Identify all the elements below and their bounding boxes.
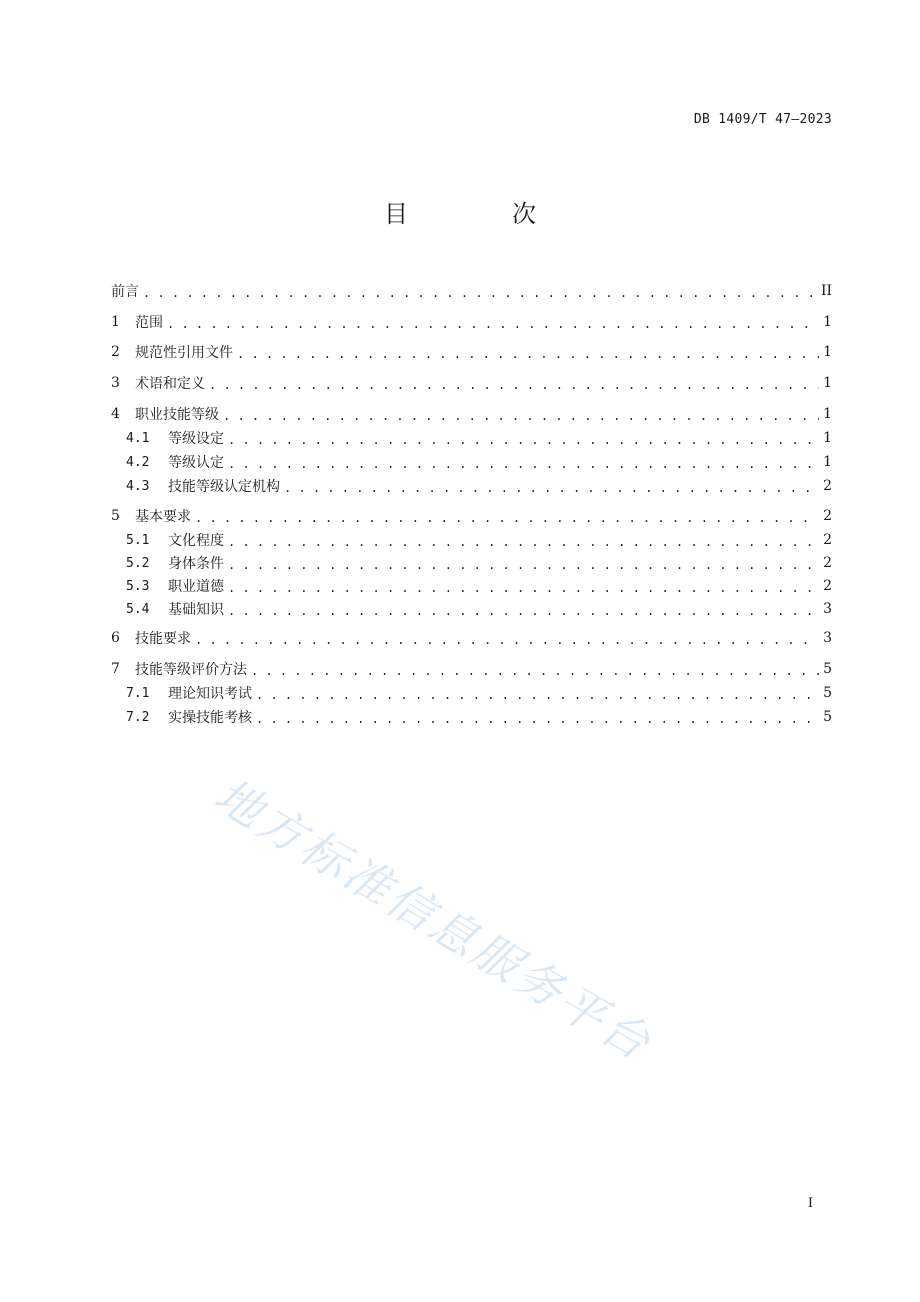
toc-leader-dots [284, 481, 819, 495]
toc-entry-page: 5 [823, 685, 832, 701]
toc-entry-page: 2 [823, 478, 832, 494]
toc-entry-label: 理论知识考试 [168, 686, 252, 702]
toc-entry-number: 4.1 [126, 430, 150, 446]
toc-entry-label: 基本要求 [135, 509, 191, 525]
toc-entry-number: 5.1 [126, 532, 150, 548]
toc-entry[interactable] [111, 658, 832, 680]
toc-leader-dots [228, 535, 819, 549]
toc-entry[interactable] [111, 341, 832, 363]
toc-entry[interactable] [111, 451, 832, 473]
toc-entry-label: 实操技能考核 [168, 710, 252, 726]
toc-entry-number: 7.1 [126, 685, 150, 701]
toc-entry[interactable] [111, 280, 832, 302]
toc-entry-page: 3 [823, 601, 832, 617]
toc-entry[interactable] [111, 627, 832, 649]
toc-leader-dots [228, 558, 819, 572]
toc-entry[interactable] [111, 529, 832, 551]
toc-entry-page: 5 [823, 661, 832, 677]
toc-entry-number: 5.3 [126, 578, 150, 594]
toc-entry[interactable] [111, 372, 832, 394]
toc-leader-dots [237, 347, 819, 361]
toc-entry-page: 1 [823, 406, 832, 422]
toc-entry-page: 1 [823, 344, 832, 360]
toc-entry[interactable] [111, 575, 832, 597]
watermark: 地方标准信息服务平台 [205, 767, 662, 1072]
toc-entry-label: 等级设定 [168, 431, 224, 447]
toc-entry[interactable] [111, 552, 832, 574]
toc-entry-number: 4.3 [126, 478, 150, 494]
toc-entry-label: 等级认定 [168, 455, 224, 471]
toc-entry[interactable] [111, 598, 832, 620]
toc-heading: 目 次 [384, 200, 576, 228]
toc-entry-page: 3 [823, 630, 832, 646]
toc-entry-label: 身体条件 [168, 556, 224, 572]
toc-entry-number: 2 [111, 344, 120, 360]
toc-entry-page: II [820, 283, 832, 299]
page-number: I [807, 1196, 813, 1211]
toc-entry-page: 2 [823, 508, 832, 524]
toc-entry-label: 基础知识 [168, 602, 224, 618]
toc-entry-label: 文化程度 [168, 533, 224, 549]
toc-entry-label: 范围 [135, 315, 163, 331]
toc-entry-number: 4.2 [126, 454, 150, 470]
toc-entry-label: 技能要求 [135, 631, 191, 647]
toc-entry-page: 1 [823, 375, 832, 391]
toc-entry-number: 4 [111, 406, 120, 422]
toc-leader-dots [228, 433, 819, 447]
toc-entry[interactable] [111, 682, 832, 704]
toc-entry-number: 3 [111, 375, 120, 391]
toc-leader-dots [209, 378, 819, 392]
toc-entry-label: 术语和定义 [135, 376, 205, 392]
toc-entry-label: 职业技能等级 [135, 407, 219, 423]
toc-leader-dots [256, 688, 819, 702]
document-code: DB 1409/T 47—2023 [693, 112, 832, 127]
toc-leader-dots [143, 286, 817, 300]
toc-entry-number: 7 [111, 661, 120, 677]
toc-leader-dots [256, 712, 819, 726]
toc-entry-label: 技能等级评价方法 [135, 662, 247, 678]
toc-entry-label: 技能等级认定机构 [168, 479, 280, 495]
toc-entry[interactable] [111, 403, 832, 425]
toc-leader-dots [228, 581, 819, 595]
toc-entry-number: 7.2 [126, 709, 150, 725]
toc-entry-page: 1 [823, 430, 832, 446]
toc-entry-label: 前言 [111, 284, 139, 300]
toc-entry-number: 5.2 [126, 555, 150, 571]
toc-leader-dots [228, 604, 819, 618]
toc-leader-dots [195, 633, 819, 647]
toc-entry-number: 5.4 [126, 601, 150, 617]
toc-entry-page: 2 [823, 578, 832, 594]
toc-entry[interactable] [111, 505, 832, 527]
toc-entry-label: 规范性引用文件 [135, 345, 233, 361]
toc-leader-dots [167, 317, 819, 331]
toc-entry-page: 1 [823, 454, 832, 470]
toc-leader-dots [228, 457, 819, 471]
toc-entry-label: 职业道德 [168, 579, 224, 595]
toc-entry[interactable] [111, 427, 832, 449]
toc-entry-number: 1 [111, 314, 120, 330]
toc-entry-number: 6 [111, 630, 120, 646]
toc-entry-page: 1 [823, 314, 832, 330]
toc-leader-dots [251, 664, 819, 678]
toc-entry-page: 5 [823, 709, 832, 725]
toc-entry[interactable] [111, 311, 832, 333]
toc-leader-dots [195, 511, 819, 525]
toc-entry-page: 2 [823, 555, 832, 571]
toc-entry[interactable] [111, 706, 832, 728]
toc-leader-dots [223, 409, 819, 423]
toc-entry-number: 5 [111, 508, 120, 524]
toc-entry-page: 2 [823, 532, 832, 548]
toc-entry[interactable] [111, 475, 832, 497]
